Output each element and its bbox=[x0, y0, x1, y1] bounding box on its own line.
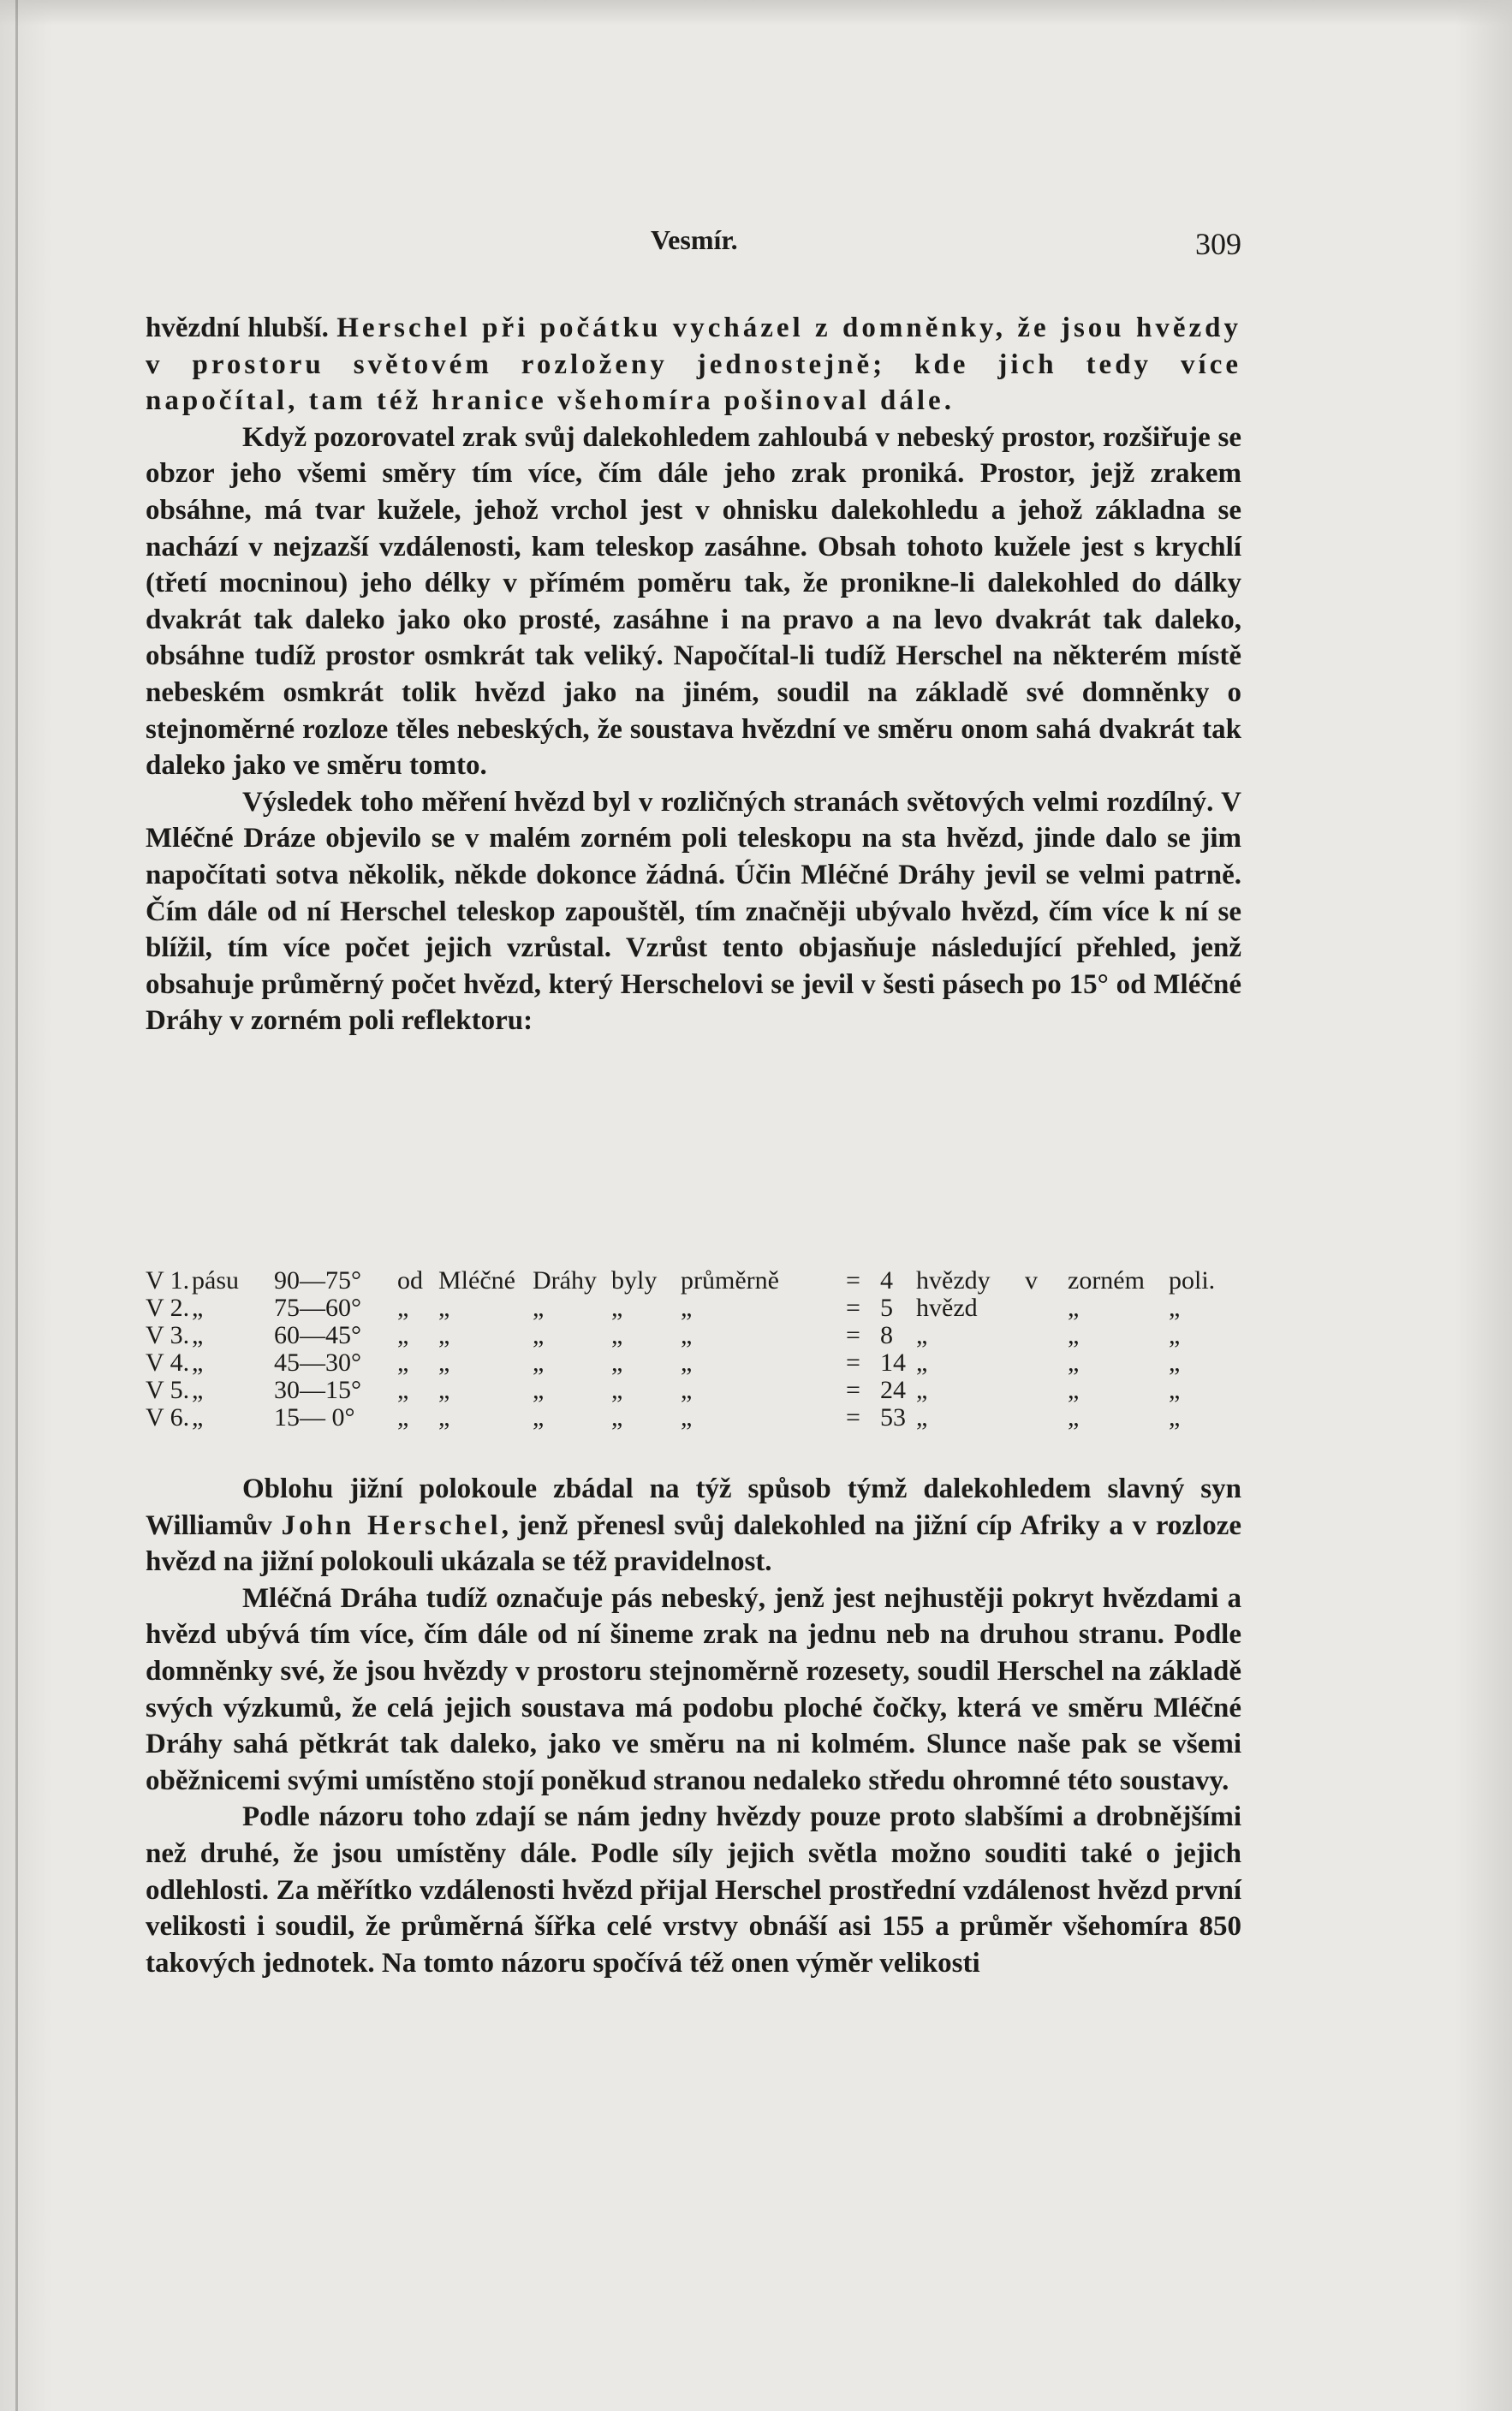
table-cell-eq: = bbox=[846, 1294, 860, 1322]
table-cell-drahy: „ bbox=[533, 1403, 545, 1432]
paragraph-4-name: John Herschel bbox=[281, 1509, 502, 1541]
table-cell-mlecne: „ bbox=[438, 1348, 450, 1377]
table-cell-label: V 3. bbox=[146, 1321, 190, 1349]
table-cell-range: 60—45° bbox=[274, 1321, 361, 1349]
table-cell-zornem: zorném bbox=[1068, 1266, 1145, 1295]
table-cell-drahy: „ bbox=[533, 1321, 545, 1349]
table-cell-hvezdy: „ bbox=[916, 1376, 928, 1404]
paragraph-1-spaced: Herschel při počátku vycházel z domněnky, že jsou hvězdy v prostoru světovém rozloženy jednostejně; kde jich tedy více napočítal, tam též hranice všehomíra pošinoval dále. bbox=[146, 313, 1241, 417]
table-cell-od: „ bbox=[397, 1321, 409, 1349]
table-cell-eq: = bbox=[846, 1376, 860, 1404]
table-cell-label: V 5. bbox=[146, 1376, 190, 1404]
paragraph-1-start: hvězdní hlubší. bbox=[146, 313, 337, 343]
table-cell-num: 53 bbox=[880, 1403, 906, 1432]
table-cell-prumerne: „ bbox=[681, 1403, 693, 1432]
table-cell-zornem: „ bbox=[1068, 1376, 1080, 1404]
table-cell-pasu: „ bbox=[192, 1321, 204, 1349]
table-cell-byly: „ bbox=[611, 1348, 623, 1377]
table-cell-od: „ bbox=[397, 1294, 409, 1322]
table-cell-mlecne: „ bbox=[438, 1321, 450, 1349]
table-cell-mlecne: Mléčné bbox=[438, 1266, 515, 1295]
table-cell-hvezdy: „ bbox=[916, 1348, 928, 1377]
table-cell-hvezdy: „ bbox=[916, 1321, 928, 1349]
paragraph-4-a: Oblohu jižní polokoule zbádal na týž spůsob týmž dalekohledem slavný syn Williamův bbox=[146, 1473, 1241, 1541]
table-cell-eq: = bbox=[846, 1348, 860, 1377]
table-cell-label: V 6. bbox=[146, 1403, 190, 1432]
table-cell-prumerne: průměrně bbox=[681, 1266, 779, 1295]
table-cell-poli: „ bbox=[1169, 1321, 1181, 1349]
table-cell-poli: „ bbox=[1169, 1403, 1181, 1432]
table-cell-mlecne: „ bbox=[438, 1294, 450, 1322]
table-cell-range: 30—15° bbox=[274, 1376, 361, 1404]
table-cell-zornem: „ bbox=[1068, 1348, 1080, 1377]
running-title: Vesmír. bbox=[651, 224, 738, 255]
table-cell-poli: „ bbox=[1169, 1376, 1181, 1404]
table-cell-v: v bbox=[1025, 1266, 1038, 1295]
table-cell-range: 45—30° bbox=[274, 1348, 361, 1377]
table-row bbox=[146, 1377, 1241, 1404]
table-cell-hvezdy: hvězd bbox=[916, 1294, 978, 1322]
table-cell-range: 15— 0° bbox=[274, 1403, 355, 1432]
table-cell-od: od bbox=[397, 1266, 423, 1295]
table-cell-num: 4 bbox=[880, 1266, 893, 1295]
table-cell-label: V 2. bbox=[146, 1294, 190, 1322]
table-row bbox=[146, 1267, 1241, 1295]
table-cell-byly: „ bbox=[611, 1321, 623, 1349]
table-cell-prumerne: „ bbox=[681, 1294, 693, 1322]
paragraph-5: Mléčná Dráha tudíž označuje pás nebeský, jenž jest nejhustěji pokryt hvězdami a hvězd ubývá tím více, čím dále od ní šineme zrak na jednu neb na druhou stranu. Podle domněnky své, že jsou hvězdy v prostoru stejnoměrně rozesety, soudil Herschel na základě svých výzkumů, že celá jejich soustava má podobu ploché čočky, která ve směru Mléčné Dráhy sahá pětkrát tak daleko, jako ve směru na ni kolmém. Slunce naše pak se všemi oběžnicemi svými umístěno stojí poněkud stranou nedaleko středu ohromné této soustavy. bbox=[146, 1582, 1241, 1796]
table-cell-pasu: „ bbox=[192, 1403, 204, 1432]
table-cell-mlecne: „ bbox=[438, 1376, 450, 1404]
table-cell-zornem: „ bbox=[1068, 1321, 1080, 1349]
table-cell-zornem: „ bbox=[1068, 1403, 1080, 1432]
table-cell-num: 24 bbox=[880, 1376, 906, 1404]
table-row bbox=[146, 1349, 1241, 1377]
table-cell-drahy: „ bbox=[533, 1294, 545, 1322]
table-cell-prumerne: „ bbox=[681, 1348, 693, 1377]
paragraph-1 bbox=[146, 310, 1241, 420]
table-cell-prumerne: „ bbox=[681, 1321, 693, 1349]
main-text-top bbox=[146, 310, 1241, 1039]
table-cell-pasu: „ bbox=[192, 1376, 204, 1404]
table-cell-eq: = bbox=[846, 1403, 860, 1432]
table-cell-byly: „ bbox=[611, 1403, 623, 1432]
table-row bbox=[146, 1295, 1241, 1322]
table-cell-poli: poli. bbox=[1169, 1266, 1216, 1295]
paragraph-2: Když pozorovatel zrak svůj dalekohledem zahloubá v nebeský prostor, rozšiřuje se obzor jeho všemi směry tím více, čím dále jeho zrak proniká. Prostor, jejž zrakem obsáhne, má tvar kužele, jehož vrchol jest v ohnisku dalekohledu a jehož základna se nachází v nejzazší vzdálenosti, kam teleskop zasáhne. Obsah tohoto kužele jest s krychlí (třetí mocninou) jeho délky v přímém poměru tak, že pronikne-li dalekohled do dálky dvakrát tak daleko jako oko prosté, zasáhne i na pravo a na levo dvakrát tak daleko, obsáhne tudíž prostor osmkrát tak veliký. Napočítal-li tudíž Herschel na některém místě nebeském osmkrát tolik hvězd jako na jiném, soudil na základě své domněnky o stejnoměrné rozloze těles nebeských, že soustava hvězdní ve směru onom sahá dvakrát tak daleko jako ve směru tomto. bbox=[146, 421, 1241, 782]
table-cell-hvezdy: „ bbox=[916, 1403, 928, 1432]
page-number: 309 bbox=[1195, 227, 1241, 261]
table-cell-pasu: „ bbox=[192, 1348, 204, 1377]
table-cell-pasu: „ bbox=[192, 1294, 204, 1322]
table-cell-pasu: pásu bbox=[192, 1266, 239, 1295]
table-cell-byly: „ bbox=[611, 1376, 623, 1404]
main-text-bottom bbox=[146, 1471, 1241, 1981]
page-edge-line bbox=[15, 0, 18, 2411]
table-cell-drahy: Dráhy bbox=[533, 1266, 597, 1295]
table-cell-range: 90—75° bbox=[274, 1266, 361, 1295]
table-cell-num: 8 bbox=[880, 1321, 893, 1349]
table-cell-num: 5 bbox=[880, 1294, 893, 1322]
table-cell-range: 75—60° bbox=[274, 1294, 361, 1322]
table-cell-eq: = bbox=[846, 1266, 860, 1295]
table-cell-od: „ bbox=[397, 1403, 409, 1432]
table-cell-od: „ bbox=[397, 1348, 409, 1377]
paragraph-3: Výsledek toho měření hvězd byl v rozličných stranách světových velmi rozdílný. V Mléčné Dráze objevilo se v malém zorném poli teleskopu na sta hvězd, jinde dalo se jim napočítati sotva několik, někde dokonce žádná. Účin Mléčné Dráhy jevil se velmi patrně. Čím dále od ní Herschel teleskop zapouštěl, tím značněji ubývalo hvězd, čím více k ní se blížil, tím více počet jejich vzrůstal. Vzrůst tento objasňuje následující přehled, jenž obsahuje průměrný počet hvězd, který Herschelovi se jevil v šesti pásech po 15° od Mléčné Dráhy v zorném poli reflektoru: bbox=[146, 786, 1241, 1037]
table-cell-num: 14 bbox=[880, 1348, 906, 1377]
paragraph-6: Podle názoru toho zdají se nám jedny hvězdy pouze proto slabšími a drobnějšími než druhé, že jsou umístěny dále. Podle síly jejich světla možno souditi také o jejich odlehlosti. Za měřítko vzdálenosti hvězd přijal Herschel prostřední vzdálenost hvězd první velikosti i soudil, že průměrná šířka celé vrstvy obnáší asi 155 a průměr všehomíra 850 takových jednotek. Na tomto názoru spočívá též onen výměr velikosti bbox=[146, 1801, 1241, 1979]
table-cell-drahy: „ bbox=[533, 1376, 545, 1404]
table-cell-od: „ bbox=[397, 1376, 409, 1404]
table-cell-drahy: „ bbox=[533, 1348, 545, 1377]
table-cell-poli: „ bbox=[1169, 1294, 1181, 1322]
table-row bbox=[146, 1404, 1241, 1432]
page-shadow-top bbox=[0, 0, 1512, 26]
table-cell-byly: byly bbox=[611, 1266, 658, 1295]
table-cell-mlecne: „ bbox=[438, 1403, 450, 1432]
paragraph-4-c: , jenž přenesl svůj dalekohled na jižní cíp Afriky a v rozloze hvězd na jižní polokouli ukázala se též pravidelnost. bbox=[146, 1509, 1242, 1578]
table-cell-label: V 1. bbox=[146, 1266, 190, 1295]
table-cell-eq: = bbox=[846, 1321, 860, 1349]
paragraph-4 bbox=[146, 1471, 1241, 1581]
star-count-table bbox=[146, 1267, 1241, 1432]
page-header bbox=[146, 224, 1241, 259]
table-cell-poli: „ bbox=[1169, 1348, 1181, 1377]
table-cell-zornem: „ bbox=[1068, 1294, 1080, 1322]
table-cell-hvezdy: hvězdy bbox=[916, 1266, 991, 1295]
table-row bbox=[146, 1322, 1241, 1349]
table-cell-byly: „ bbox=[611, 1294, 623, 1322]
table-cell-label: V 4. bbox=[146, 1348, 190, 1377]
table-cell-prumerne: „ bbox=[681, 1376, 693, 1404]
